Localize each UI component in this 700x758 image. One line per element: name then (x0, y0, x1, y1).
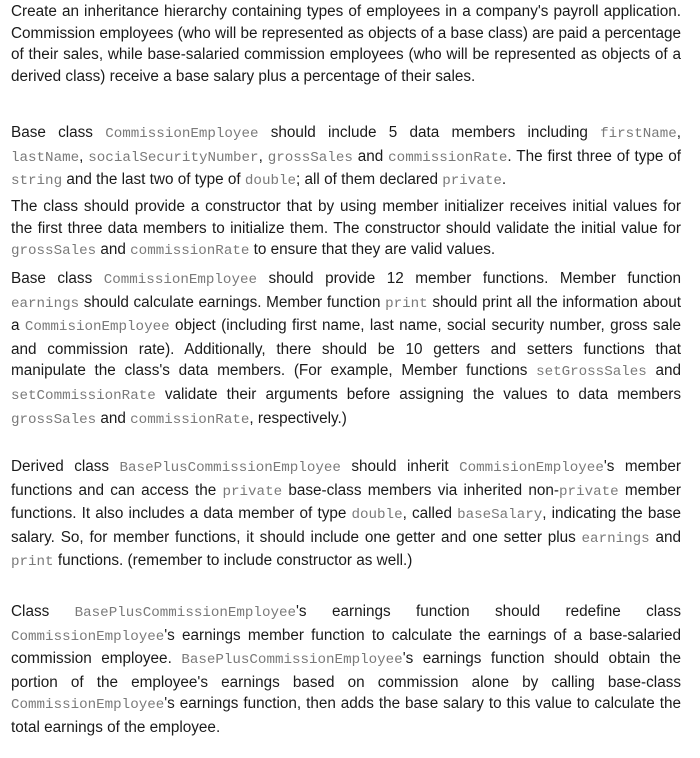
code-term: setGrossSales (536, 364, 647, 381)
text-run: Class (11, 603, 75, 620)
text-run: and (646, 362, 681, 380)
code-term: BasePlusCommissionEmployee (181, 652, 403, 669)
code-term: earnings (11, 295, 80, 312)
code-term: firstName (600, 126, 677, 142)
text-run: base-class members via inherited non- (282, 481, 560, 499)
text-run: should provide 12 member functions. Member function (256, 270, 682, 287)
text-run: , (676, 124, 682, 141)
text-run: Base class (11, 124, 106, 141)
code-term: grossSales (11, 243, 97, 260)
code-term: double (244, 173, 297, 190)
text-run: and (649, 528, 681, 546)
text-run: should calculate earnings. Member function (79, 293, 386, 311)
text-run: to ensure that they are valid values. (249, 241, 496, 259)
text-run: should inherit (340, 458, 460, 475)
code-term: grossSales (11, 411, 97, 428)
text-run: , (258, 147, 268, 165)
code-term: CommisionEmployee (24, 319, 170, 336)
text-run: 's earnings function, then adds the base salary to this value to calculate the total earnings of the employee. (11, 695, 681, 736)
code-term: CommissionEmployee (105, 126, 259, 142)
code-term: commissionRate (130, 411, 250, 428)
code-term: private (222, 483, 283, 500)
text-run: should print all the information about a (11, 293, 681, 335)
text-run: Derived class (11, 458, 120, 475)
code-term: private (442, 173, 502, 190)
code-term: print (11, 554, 54, 571)
text-run: . (501, 171, 507, 189)
code-term: CommissionEmployee (11, 628, 165, 645)
paragraph-constructor (11, 196, 681, 263)
text-run: Base class (11, 270, 104, 287)
code-term: BasePlusCommissionEmployee (74, 605, 297, 621)
text-run: object (including first name, last name, social security number, gross sale and commission rate). Additionally, there should be 10 getters and setters functions that manipulate the class's data members. (For example, Member functions (11, 317, 681, 380)
paragraph-base-class-data-members (11, 122, 681, 193)
code-term: double (351, 507, 403, 524)
text-run: and (352, 147, 389, 165)
code-term: socialSecurityNumber (88, 149, 259, 166)
code-term: baseSalary (457, 507, 543, 524)
text-run: , indicating the base salary. So, for member functions, it should include one getter and one setter plus (11, 505, 681, 546)
text-run: , respectively.) (249, 409, 347, 427)
code-term: string (11, 173, 63, 190)
text-run: The class should provide a constructor that by using member initializer receives initial values for the first three data members to initialize them. The constructor should validate the initial value for (11, 198, 681, 237)
code-term: print (385, 295, 428, 312)
text-run: and (96, 241, 131, 259)
paragraph-intro (11, 1, 681, 87)
code-term: earnings (581, 530, 650, 547)
code-term: commissionRate (130, 243, 250, 260)
text-run: 's earnings member function to calculate the earnings of a base-salaried commission employee. (11, 626, 681, 668)
text-run: , (79, 147, 89, 165)
text-run: 's member functions and can access the (11, 458, 681, 499)
text-run: and (96, 409, 131, 427)
text-run: should include 5 data members including (258, 124, 601, 141)
paragraph-redefine-earnings (11, 601, 681, 739)
text-run: . The first three of type of (507, 147, 682, 165)
code-term: grossSales (267, 149, 353, 166)
text-run: 's earnings function should redefine class (296, 603, 681, 620)
code-term: CommissionEmployee (11, 697, 165, 714)
code-term: private (559, 483, 619, 500)
code-term: CommisionEmployee (459, 460, 604, 476)
text-run: member functions. It also includes a data member of type (11, 481, 681, 523)
text-run: , called (402, 505, 458, 523)
text-run: ; all of them declared (296, 171, 443, 189)
paragraph-member-functions (11, 268, 681, 431)
text-run: Create an inheritance hierarchy containing types of employees in a company's payroll application. Commission employees (who will be represented as objects of a base class) are paid a percentage of their sales, while base-salaried commission employees (who will be represented as objects of a derived class) receive a base salary plus a percentage of their sales. (11, 3, 682, 85)
text-run: validate their arguments before assigning the values to data members (155, 385, 681, 403)
text-run: and the last two of type of (62, 171, 245, 189)
code-term: setCommissionRate (11, 387, 156, 404)
code-term: lastName (11, 149, 80, 166)
paragraph-derived-class (11, 456, 681, 574)
text-run: functions. (remember to include constructor as well.) (53, 552, 413, 570)
code-term: CommissionEmployee (103, 272, 257, 288)
code-term: commissionRate (388, 149, 508, 166)
code-term: BasePlusCommissionEmployee (119, 460, 341, 476)
text-run: 's earnings function should obtain the portion of the employee's earnings based on commission alone by calling base-class (11, 650, 681, 691)
